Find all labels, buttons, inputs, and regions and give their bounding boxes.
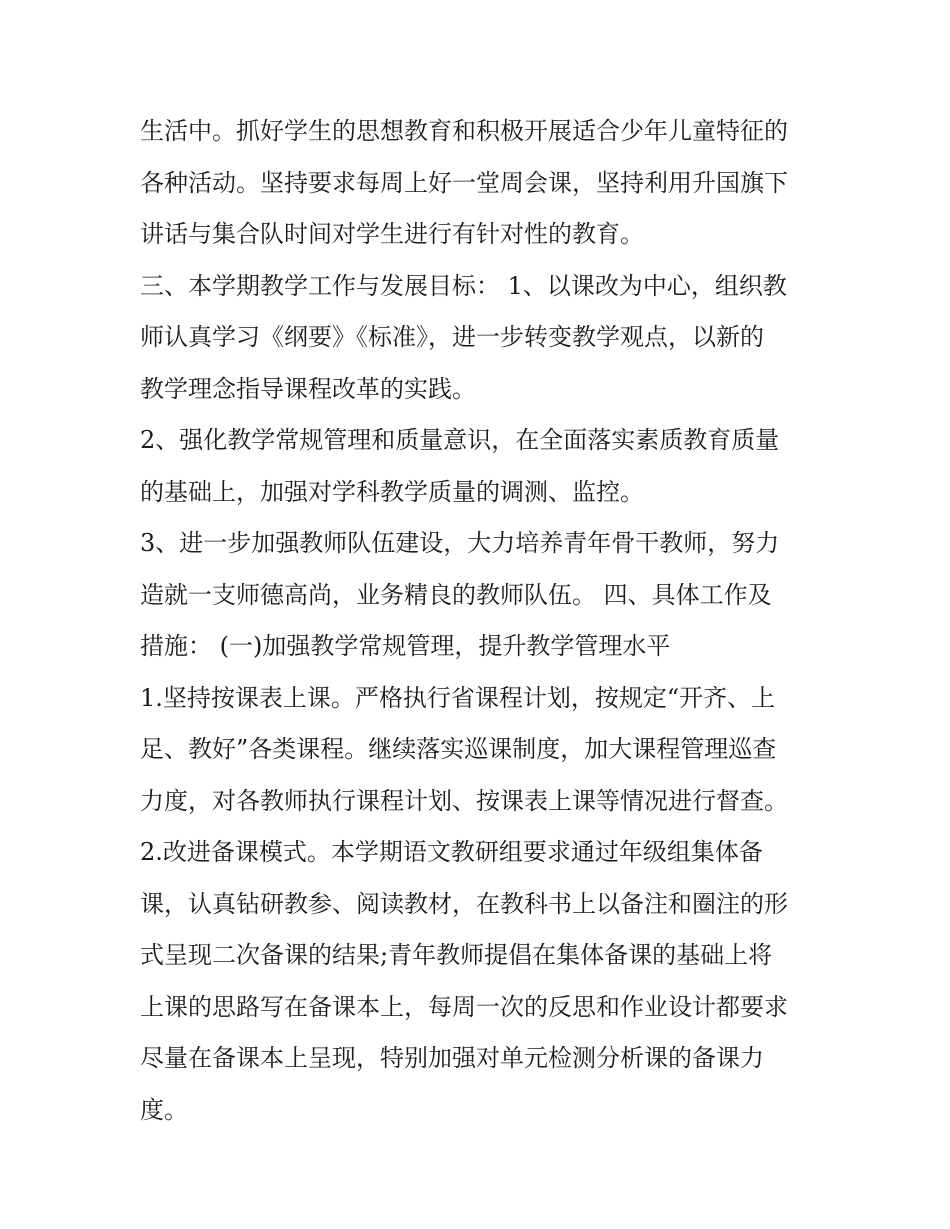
text-line: 力度，对各教师执行课程计划、按课表上课等情况进行督查。 xyxy=(140,786,788,815)
text-line: 2.改进备课模式。本学期语文教研组要求通过年级组集体备 xyxy=(140,838,763,866)
text-line: 师认真学习《纲要》《标准》，进一步转变教学观点，以新的 xyxy=(140,323,764,351)
text-line: 的基础上，加强对学科教学质量的调测、监控。 xyxy=(140,477,644,506)
text-line: 造就一支师德高尚，业务精良的教师队伍。 四、具体工作及 xyxy=(140,580,772,609)
text-line: 讲话与集合队时间对学生进行有针对性的教育。 xyxy=(140,220,644,248)
text-line: 3、进一步加强教师队伍建设，大力培养青年骨干教师，努力 xyxy=(140,529,780,557)
text-line: 1.坚持按课表上课。严格执行省课程计划，按规定“开齐、上 xyxy=(140,683,776,712)
text-line: 2、强化教学常规管理和质量意识，在全面落实素质教育质量 xyxy=(140,426,780,454)
text-line: 上课的思路写在备课本上，每周一次的反思和作业设计都要求 xyxy=(140,992,788,1021)
text-line: 式呈现二次备课的结果;青年教师提倡在集体备课的基础上将 xyxy=(140,941,773,969)
text-line: 课，认真钻研教参、阅读教材，在教科书上以备注和圈注的形 xyxy=(140,889,788,918)
text-line: 足、教好”各类课程。继续落实巡课制度，加大课程管理巡查 xyxy=(140,735,777,763)
text-line: 各种活动。坚持要求每周上好一堂周会课，坚持利用升国旗下 xyxy=(140,168,788,197)
text-line: 教学理念指导课程改革的实践。 xyxy=(140,374,476,403)
text-line: 措施： (一)加强教学常规管理，提升教学管理水平 xyxy=(140,632,671,660)
text-line: 生活中。抓好学生的思想教育和积极开展适合少年儿童特征的 xyxy=(140,117,788,145)
body-text xyxy=(140,106,820,1136)
text-line: 三、本学期教学工作与发展目标： 1、以课改为中心，组织教 xyxy=(140,271,787,300)
text-line: 尽量在备课本上呈现，特别加强对单元检测分析课的备课力 xyxy=(140,1044,764,1072)
text-line: 度。 xyxy=(140,1095,188,1124)
